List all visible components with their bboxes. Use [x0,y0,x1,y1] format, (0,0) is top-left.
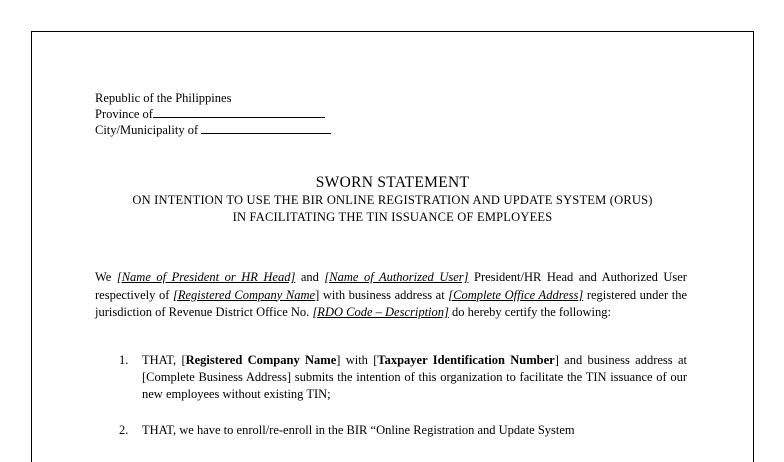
item-bold-tin: Taxpayer Identification Number [377,353,555,367]
province-label: Province of [95,107,153,121]
intro-text-4: ] with business address at [315,287,449,302]
city-label: City/Municipality of [95,123,199,137]
document-header [95,90,331,138]
title-block [32,174,753,226]
field-authorized-user: [Name of Authorized User] [324,270,469,284]
item-text: ] and business address at [Complete Business Address] submits the intention of this organization to facilitate the TIN issuance of our new employees without existing TIN; [142,353,687,401]
intro-text-2: and [295,270,325,284]
province-blank [153,106,325,118]
list-item [95,422,687,439]
intro-text-5: registered under the jurisdiction of Revenue District Office No. [95,287,688,319]
list-item-number: 2. [119,423,129,437]
republic-line: Republic of the Philippines [95,91,232,105]
list-item [95,352,687,403]
document-subtitle-line1: ON INTENTION TO USE THE BIR ONLINE REGISTRATION AND UPDATE SYSTEM (ORUS) [132,193,653,207]
item-text: THAT, we have to enroll/re-enroll in the BIR “Online Registration and Update System [142,423,575,437]
item-text: THAT, [ [142,353,186,367]
item-text: ] with [ [336,353,378,367]
province-line [95,106,331,122]
item-bold-company: Registered Company Name [185,353,337,367]
field-rdo-code: [RDO Code – Description] [312,305,449,319]
document-title: SWORN STATEMENT [315,174,470,191]
intro-text-1: We [95,270,117,284]
intro-paragraph [95,269,687,322]
field-office-address: [Complete Office Address] [448,287,584,302]
statement-list [95,352,687,458]
intro-text-6: do hereby certify the following: [448,305,611,319]
intro-text-3: President/HR Head and Authorized User respectively of [95,270,687,302]
field-president-name: [Name of President or HR Head] [116,270,296,284]
city-line [95,122,331,138]
city-blank [201,122,331,134]
document-page [31,31,754,462]
field-company-name: [Registered Company Name [172,287,316,302]
document-subtitle-line2: IN FACILITATING THE TIN ISSUANCE OF EMPLOYEES [232,210,553,224]
list-item-number: 1. [119,353,129,367]
